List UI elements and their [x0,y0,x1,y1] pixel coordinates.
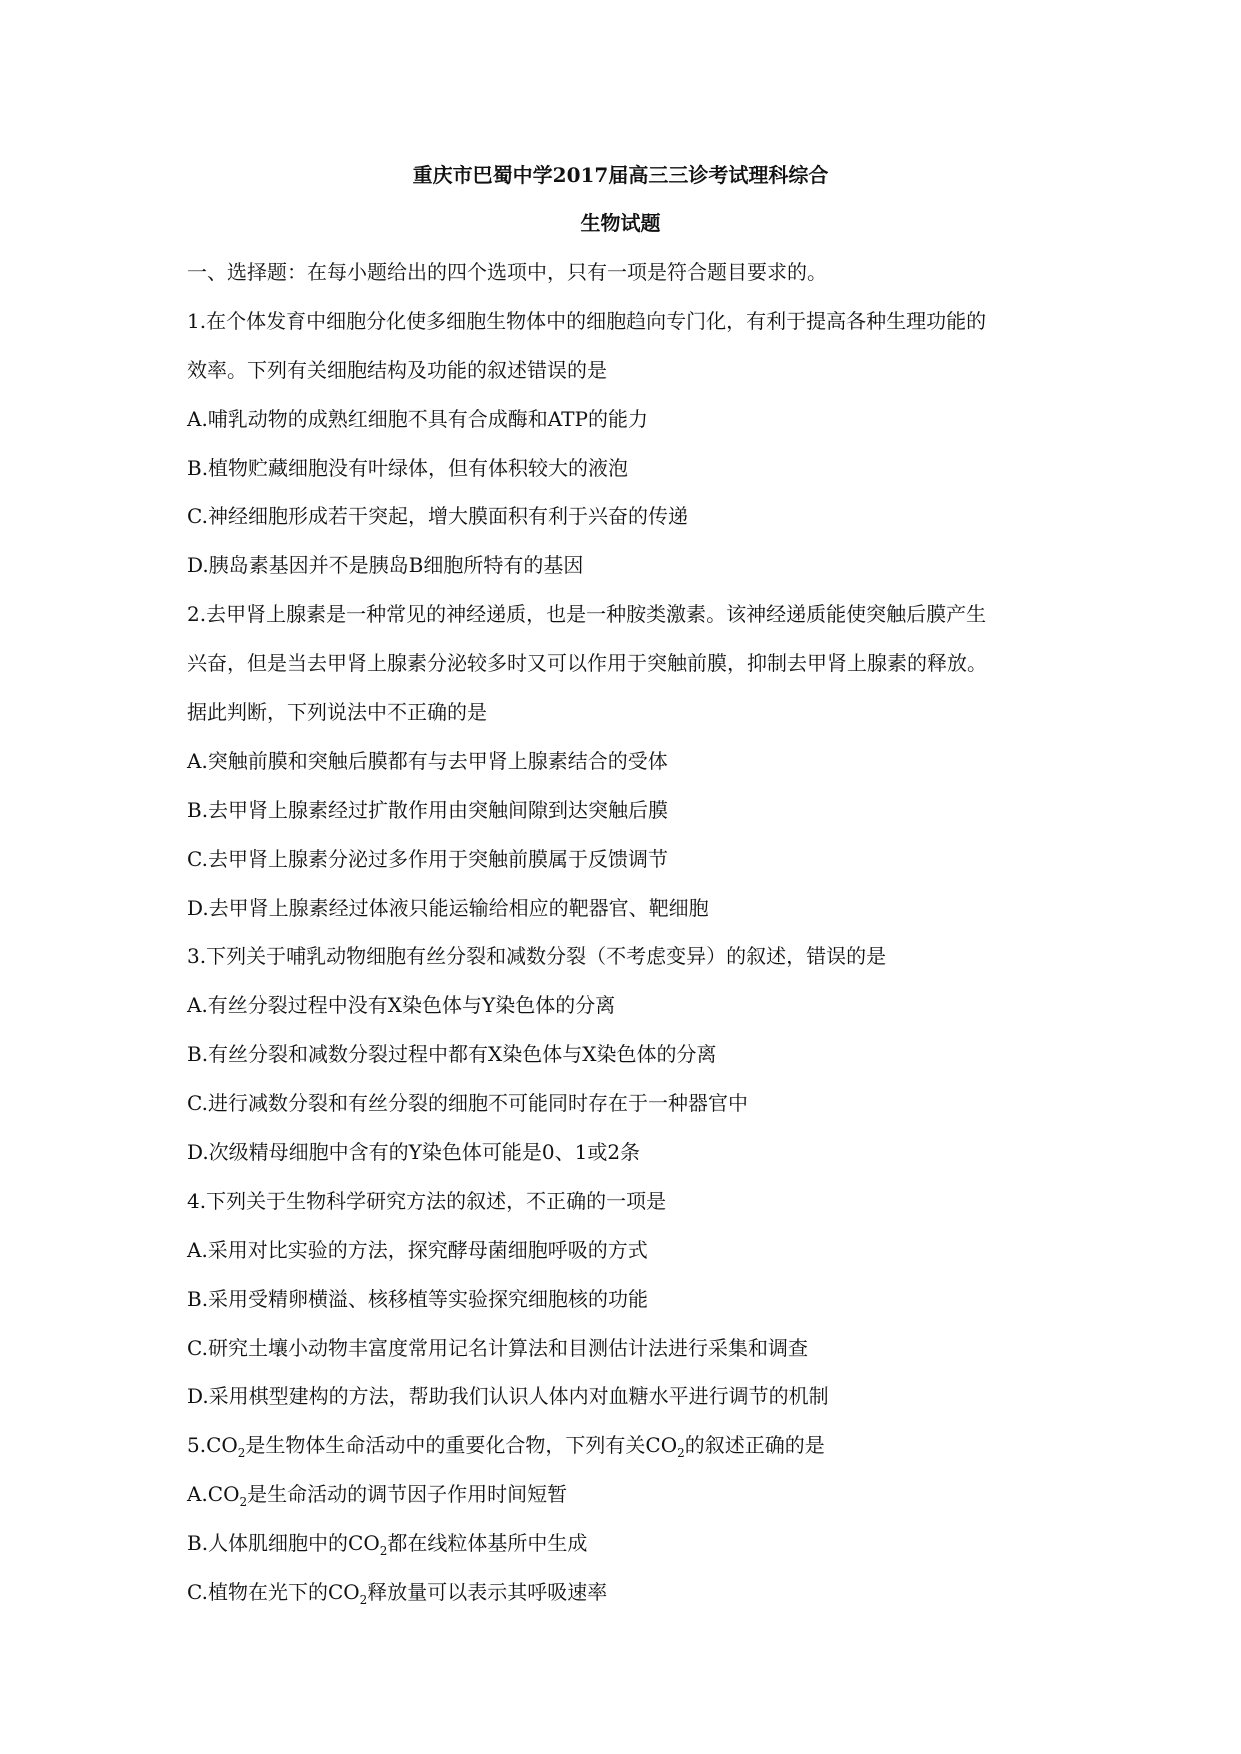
subscript-2: 2 [359,1593,368,1608]
question-5-stem-part-c: 的叙述正确的是 [684,1433,825,1458]
question-4-option-c: C.研究土壤小动物丰富度常用记名计算法和目测估计法进行采集和调查 [187,1335,808,1360]
option-text: 释放量可以表示其呼吸速率 [367,1580,608,1605]
question-5-stem [187,1430,1067,1479]
exam-subtitle: 生物试题 [580,211,661,235]
option-text: 都在线粒体基所中生成 [387,1531,588,1556]
question-4-stem: 4.下列关于生物科学研究方法的叙述，不正确的一项是 [187,1188,667,1213]
subscript-2: 2 [379,1544,388,1559]
option-text: C.植物在光下的CO [187,1580,360,1605]
question-1-stem-line2: 效率。下列有关细胞结构及功能的叙述错误的是 [187,357,607,382]
question-2-option-c: C.去甲肾上腺素分泌过多作用于突触前膜属于反馈调节 [187,846,668,871]
question-3-stem: 3.下列关于哺乳动物细胞有丝分裂和减数分裂（不考虑变异）的叙述，错误的是 [187,944,887,969]
question-3-option-b: B.有丝分裂和减数分裂过程中都有X染色体与X染色体的分离 [187,1042,717,1067]
question-1-option-c: C.神经细胞形成若干突起，增大膜面积有利于兴奋的传递 [187,504,688,529]
question-4-option-b: B.采用受精卵横溢、核移植等实验探究细胞核的功能 [187,1286,649,1311]
question-5-option-c [187,1577,1067,1626]
question-1-option-d: D.胰岛素基因并不是胰岛B细胞所特有的基因 [187,553,584,578]
question-1-option-a: A.哺乳动物的成熟红细胞不具有合成酶和ATP的能力 [187,406,648,431]
subscript-2: 2 [677,1446,685,1461]
exam-title: 重庆市巴蜀中学2017届高三三诊考试理科综合 [412,163,829,187]
question-2-stem-line2: 兴奋，但是当去甲肾上腺素分泌较多时又可以作用于突触前膜，抑制去甲肾上腺素的释放。 [187,651,987,676]
subscript-2: 2 [237,1446,246,1461]
question-5-option-a [187,1479,1067,1528]
question-3-option-d: D.次级精母细胞中含有的Y染色体可能是0、1或2条 [187,1140,641,1165]
question-2-option-a: A.突触前膜和突触后膜都有与去甲肾上腺素结合的受体 [187,748,668,773]
section-heading: 一、选择题：在每小题给出的四个选项中，只有一项是符合题目要求的。 [187,260,827,284]
subscript-2: 2 [239,1495,248,1510]
question-4-option-d: D.采用棋型建构的方法，帮助我们认识人体内对血糖水平进行调节的机制 [187,1384,829,1409]
question-1-option-b: B.植物贮藏细胞没有叶绿体，但有体积较大的液泡 [187,455,629,480]
question-4-option-a: A.采用对比实验的方法，探究酵母菌细胞呼吸的方式 [187,1237,648,1262]
option-text: 是生命活动的调节因子作用时间短暂 [247,1482,568,1507]
question-5-option-b [187,1528,1067,1577]
option-text: B.人体肌细胞中的CO [187,1531,380,1556]
question-2-option-b: B.去甲肾上腺素经过扩散作用由突触间隙到达突触后膜 [187,797,669,822]
question-1-stem-line1: 1.在个体发育中细胞分化使多细胞生物体中的细胞趋向专门化，有利于提高各种生理功能的 [187,308,987,333]
question-2-stem-line3: 据此判断，下列说法中不正确的是 [187,700,487,725]
question-5-stem-part-a: 5.CO [187,1433,238,1458]
question-2-stem-line1: 2.去甲肾上腺素是一种常见的神经递质，也是一种胺类激素。该神经递质能使突触后膜产生 [187,602,987,627]
option-text: A.CO [187,1482,240,1507]
question-3-option-c: C.进行减数分裂和有丝分裂的细胞不可能同时存在于一种器官中 [187,1091,748,1116]
question-body [187,257,1067,1626]
question-5-stem-part-b: 是生物体生命活动中的重要化合物，下列有关CO [245,1433,678,1458]
question-3-option-a: A.有丝分裂过程中没有X染色体与Y染色体的分离 [187,993,616,1018]
question-2-option-d: D.去甲肾上腺素经过体液只能运输给相应的靶器官、靶细胞 [187,895,709,920]
